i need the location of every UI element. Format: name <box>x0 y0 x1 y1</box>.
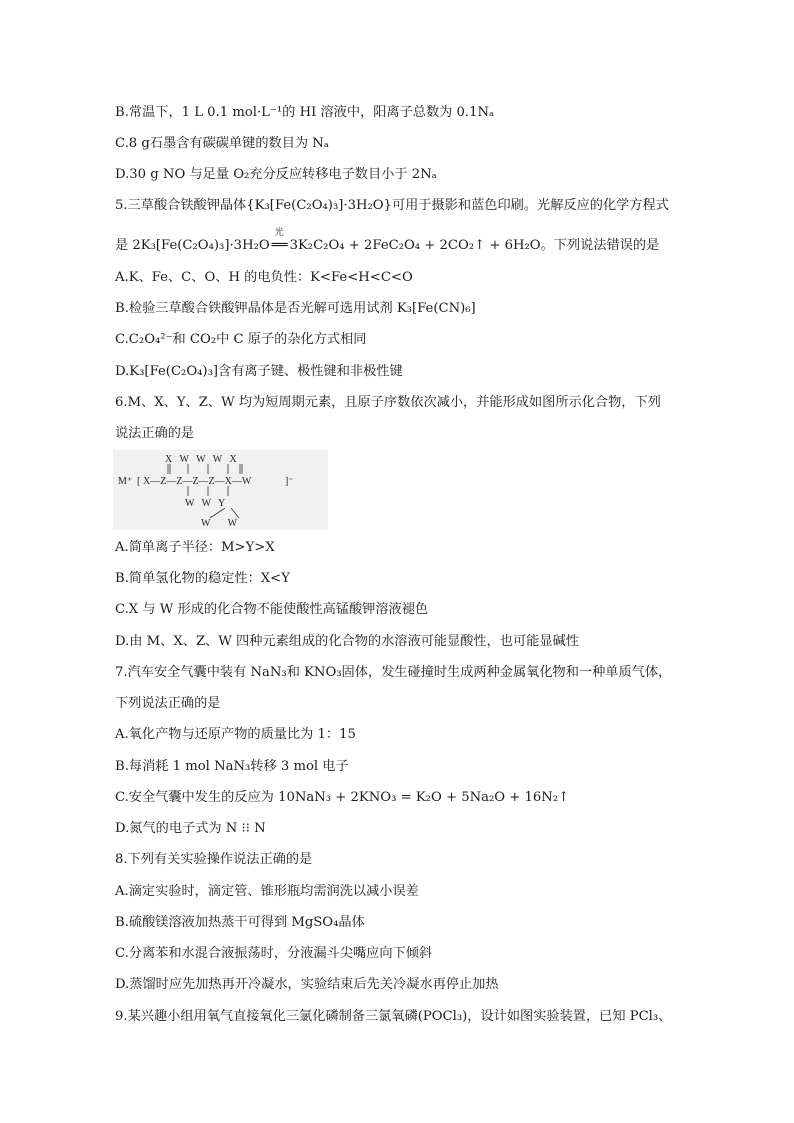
bracket-open: [ <box>137 476 141 487</box>
compound-structure-diagram <box>113 450 328 530</box>
option-5a: A.K、Fe、C、O、H 的电负性：K<Fe<H<C<O <box>115 270 413 285</box>
option-4b: B.常温下，1 L 0.1 mol·L⁻¹的 HI 溶液中，阳离子总数为 0.1Nₐ <box>115 105 495 120</box>
option-8d: D.蒸馏时应先加热再开冷凝水，实验结束后先关冷凝水再停止加热 <box>115 977 499 992</box>
option-5b: B.检验三草酸合铁酸钾晶体是否光解可选用试剂 K₃[Fe(CN)₆] <box>115 301 476 316</box>
option-6d: D.由 M、X、Z、W 四种元素组成的化合物的水溶液可能显酸性，也可能显碱性 <box>115 634 579 649</box>
m-cation: M⁺ <box>118 476 133 487</box>
option-5d: D.K₃[Fe(C₂O₄)₃]含有离子键、极性键和非极性键 <box>115 364 403 379</box>
top-row-labels: X W W W X <box>165 454 237 465</box>
main-chain: X—Z—Z—Z—Z—X—W <box>143 476 252 487</box>
option-7a: A.氧化产物与还原产物的质量比为 1：15 <box>115 727 356 742</box>
light-condition: 光 <box>274 228 284 238</box>
equation-reactants: 是 2K₃[Fe(C₂O₄)₃]·3H₂O <box>115 238 270 253</box>
option-4d: D.30 g NO 与足量 O₂充分反应转移电子数目小于 2Nₐ <box>115 167 437 182</box>
question-5-stem: 5.三草酸合铁酸钾晶体{K₃[Fe(C₂O₄)₃]·3H₂O}可用于摄影和蓝色印刷。光解反应的化学方程式 <box>115 198 669 213</box>
option-8c: C.分离苯和水混合液振荡时，分液漏斗尖嘴应向下倾斜 <box>115 946 433 961</box>
option-8a: A.滴定实验时，滴定管、锥形瓶均需润洗以减小误差 <box>115 884 419 899</box>
bottom-row-labels: W W Y <box>185 498 226 509</box>
question-7-stem: 7.汽车安全气囊中装有 NaN₃和 KNO₃固体，发生碰撞时生成两种金属氧化物和一种单质气体， <box>115 665 672 680</box>
bracket-close: ]⁻ <box>285 476 294 487</box>
option-4c: C.8 g石墨含有碳碳单键的数目为 Nₐ <box>115 136 329 151</box>
option-7d: D.氮气的电子式为 N ⁝⁝ N <box>115 821 266 836</box>
question-6-stem-cont: 说法正确的是 <box>115 426 195 441</box>
option-7c: C.安全气囊中发生的反应为 10NaN₃ + 2KNO₃ = K₂O + 5Na₂O + 16N₂↑ <box>115 790 570 805</box>
question-5-equation <box>115 228 660 256</box>
option-7b: B.每消耗 1 mol NaN₃转移 3 mol 电子 <box>115 759 349 774</box>
option-6a: A.简单离子半径：M>Y>X <box>115 540 275 555</box>
equation-sign: ══ <box>271 238 288 253</box>
option-5c: C.C₂O₄²⁻和 CO₂中 C 原子的杂化方式相同 <box>115 332 367 347</box>
question-6-stem: 6.M、X、Y、Z、W 均为短周期元素，且原子序数依次减小，并能形成如图所示化合物，下列 <box>115 395 661 410</box>
y-substituents: W W <box>201 518 238 529</box>
option-8b: B.硫酸镁溶液加热蒸干可得到 MgSO₄晶体 <box>115 915 365 930</box>
question-8-stem: 8.下列有关实验操作说法正确的是 <box>115 852 313 867</box>
question-9-stem: 9.某兴趣小组用氧气直接氧化三氯化磷制备三氯氧磷(POCl₃)，设计如图实验装置，已知 PCl₃、 <box>115 1009 672 1024</box>
option-6b: B.简单氢化物的稳定性：X<Y <box>115 571 290 586</box>
option-6c: C.X 与 W 形成的化合物不能使酸性高锰酸钾溶液褪色 <box>115 602 429 617</box>
equation-products: 3K₂C₂O₄ + 2FeC₂O₄ + 2CO₂↑ + 6H₂O。下列说法错误的是 <box>289 238 660 253</box>
question-7-stem-cont: 下列说法正确的是 <box>115 696 221 711</box>
